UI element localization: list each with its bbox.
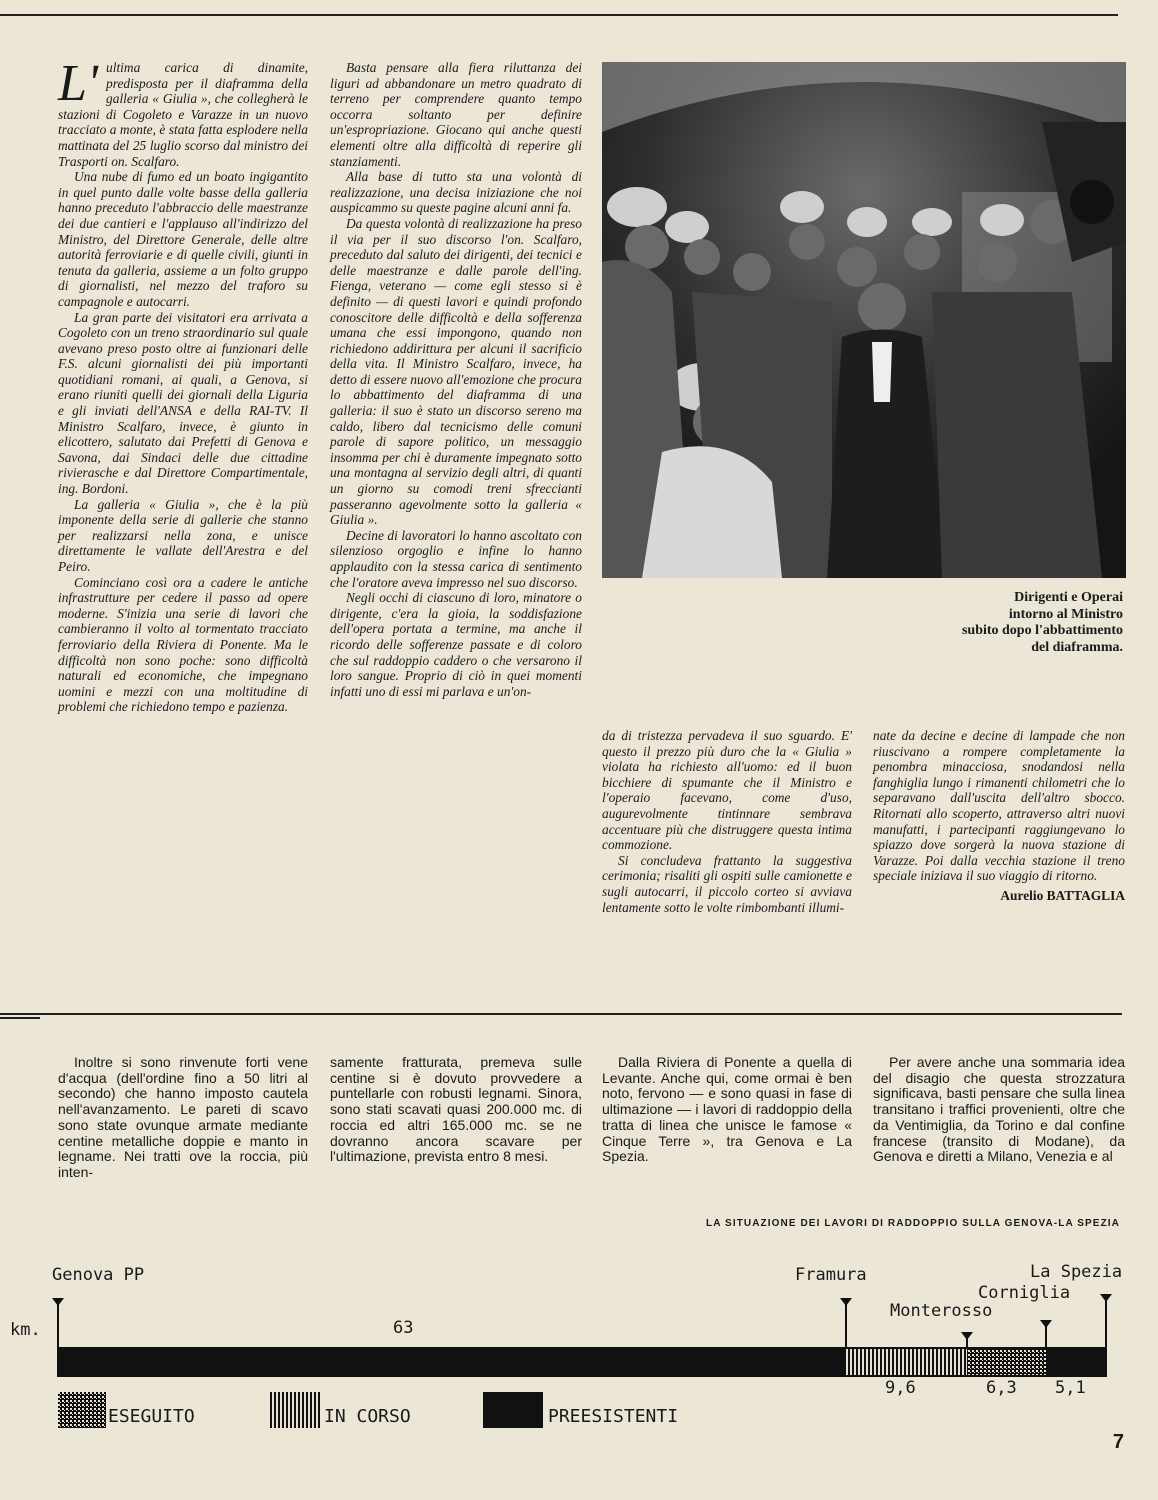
chart-title: LA SITUAZIONE DEI LAVORI DI RADDOPPIO SULLA GENOVA-LA SPEZIA: [706, 1218, 1120, 1229]
segment-label-6-3: 6,3: [986, 1378, 1017, 1398]
lower-paragraph: Dalla Riviera di Ponente a quella di Levante. Anche qui, come ormai è ben noto, fervono — e sono quasi in fase di ultimazione — i lavori di raddoppio della tratta di linea che unisce le famose « Cinque Terre », tra Genova e La Spezia.: [602, 1054, 852, 1165]
track-segment-preesistenti: [58, 1348, 846, 1376]
article-paragraph: nate da decine e decine di lampade che non riuscivano a rompere completamente la penombra minacciosa, snodandosi nella fanghiglia lungo i rimanenti chilometri che lo separavano dall'uscita dell'altro sbocco. Ritornati allo scoperto, attraverso altri nuovi manufatti, i partecipanti raggiungevano lo spiazzo dove sorgerà la nuova stazione di Varazze. Poi dalla vecchia stazione il treno speciale iniziava il suo viaggio di ritorno.: [873, 728, 1125, 884]
legend-in-corso-swatch: [270, 1392, 320, 1428]
caption-line: del diaframma.: [1031, 639, 1123, 655]
lower-column-2: [330, 1055, 582, 1165]
section-rule-short: [0, 1017, 40, 1019]
section-rule: [0, 1013, 1122, 1015]
article-paragraph: Alla base di tutto sta una volontà di realizzazione, una decisa iniziazione che noi auspicammo su queste pagine alcuni anni fa.: [330, 169, 582, 216]
article-paragraph: Decine di lavoratori lo hanno ascoltato con silenzioso orgoglio e infine lo hanno applaudito con la stessa carica di sentimento che l'oratore aveva impresso nel suo discorso.: [330, 527, 582, 590]
page-number: 7: [1112, 1431, 1124, 1453]
lower-paragraph: samente fratturata, premeva sulle centine si è dovuto provvedere a puntellarle con robusti legnami. Sinora, sono stati scavati quasi 200.000 mc. di roccia ed altri 165.000 mc. se ne dovranno ancora scavare per l'ultimazione, prevista entro 8 mesi.: [330, 1054, 582, 1165]
track-bar: [58, 1348, 1106, 1376]
article-paragraph: Negli occhi di ciascuno di loro, minatore o dirigente, c'era la gioia, la soddisfazione dell'opera portata a termine, ma anche il ricordo delle sofferenze passate e di coloro che sul raddoppio caddero o che versarono il loro sangue. Proprio di ciò in quei momenti infatti uno di essi mi parlava e un'on-: [330, 590, 582, 699]
lower-column-3: [602, 1055, 852, 1165]
track-segment-eseguito: [967, 1348, 1046, 1376]
article-paragraph: da di tristezza pervadeva il suo sguardo. E' questo il prezzo più duro che la « Giulia » violata ha richiesto all'uomo: ed il buon bicchiere di spumante che il Ministro e l'operaio facevano, come d'uso, augurevolmente tintinnare sembrava accentuare più che distruggere questa intima commozione.: [602, 728, 852, 853]
ceremony-photo: [602, 62, 1126, 578]
lower-column-4: [873, 1055, 1125, 1165]
segment-label-9-6: 9,6: [885, 1378, 916, 1398]
track-segment-in_corso: [846, 1348, 967, 1376]
legend-eseguito-swatch: [58, 1392, 106, 1428]
station-genova: Genova PP: [52, 1265, 145, 1285]
legend-in-corso-label: IN CORSO: [324, 1406, 411, 1427]
article-paragraph: L' ultima carica di dinamite, predisposta per il diaframma della galleria « Giulia », che collegherà le stazioni di Cogoleto e Varazze in un nuovo tracciato a monte, è stata fatta esplodere nella mattinata del 25 luglio scorso dal ministro dei Trasporti on. Scalfaro.: [58, 55, 308, 169]
caption-line: Dirigenti e Operai: [1014, 590, 1123, 605]
caption-line: intorno al Ministro: [1008, 606, 1123, 622]
article-paragraph: Si concludeva frattanto la suggestiva cerimonia; risaliti gli ospiti sulle camionette e sugli autocarri, il piccolo corteo si avviava lentamente sotto le volte rimbombanti illumi-: [602, 852, 852, 915]
article-paragraph: Basta pensare alla fiera riluttanza dei liguri ad abbandonare un metro quadrato di terreno per comprendere quanto tempo occorra soltanto per definire un'espropriazione. Giocano qui anche questi elementi oltre alla difficoltà di reperire gli stanziamenti.: [330, 60, 582, 169]
article-paragraph: Da questa volontà di realizzazione ha preso il via per il suo discorso l'on. Scalfaro, preceduto dal saluto dei dirigenti, dei tecnici e delle maestranze e dalle parole dell'ing. Fienga, veterano — come egli stesso si è definito — di questi lavori e quindi profondo conoscitore delle difficoltà e della sofferenza umana che essi impongono, quando non richiedono addirittura per alcuni il sacrificio della vita. Il Ministro Scalfaro, invece, ha detto di essere nuovo all'emozione che procura lo abbattimento del diaframma di una galleria: il suo è stato un discorso sereno ma caldo, libero dal tecnicismo delle comuni parole di sapore politico, un messaggio insomma per chi è duramente impegnato sotto una montagna al servizio degli altri, di quanti un giorno su comodi treni sfreccianti passeranno agevolmente sotto la galleria « Giulia ».: [330, 215, 582, 528]
segment-label-63: 63: [393, 1318, 414, 1338]
legend-preesistenti-label: PREESISTENTI: [548, 1406, 679, 1427]
article-paragraph: La galleria « Giulia », che è la più imponente della serie di gallerie che stanno per realizzarsi nella zona, e unisce direttamente le vallate dell'Arestra e del Peiro.: [58, 496, 308, 574]
photo-caption: [962, 590, 1123, 656]
article-column-2: [330, 60, 582, 699]
lower-paragraph: Inoltre si sono rinvenute forti vene d'acqua (dell'ordine fino a 50 litri al secondo) che hanno imposto cautela nell'avanzamento. Le pareti di scavo sono state ovunque armate mediante centine metalliche doppie e manto in legname. Nei tratti ove la roccia, più inten-: [58, 1054, 308, 1180]
station-corniglia: Corniglia: [978, 1283, 1071, 1303]
legend-eseguito-label: ESEGUITO: [108, 1406, 195, 1427]
lower-column-1: [58, 1055, 308, 1181]
article-column-3: [602, 728, 852, 915]
article-column-4: [873, 728, 1125, 904]
article-column-1: [58, 55, 308, 715]
top-rule: [0, 14, 1118, 16]
track-segment-preesistenti: [1046, 1348, 1106, 1376]
station-markers: [52, 1294, 1112, 1348]
article-paragraph: Cominciano così ora a cadere le antiche infrastrutture per cedere il passo ad opere moderne. S'inizia una serie di lavori che cambieranno il volto al tormentato tracciato ferroviario della Riviera di Ponente. Ma le difficoltà non sono poche: sono difficoltà naturali ed economiche, che impegnano uomini e mezzi con una moltitudine di problemi che richiedono tempo e pazienza.: [58, 574, 308, 715]
article-paragraph: La gran parte dei visitatori era arrivata a Cogoleto con un treno straordinario sul quale avevano preso posto oltre ai funzionari delle F.S. alcuni giornalisti dei più importanti quotidiani romani, ai quali, a Genova, si erano riuniti quelli dei giornali della Liguria e gli inviati dell'ANSA e della RAI-TV. Il Ministro Scalfaro, invece, è giunto in elicottero, salutato dai Prefetti di Genova e Savona, dai Sindaci delle due cittadine rivierasche e dal Direttore Compartimentale, ing. Bordoni.: [58, 309, 308, 497]
station-la-spezia: La Spezia: [1030, 1262, 1123, 1282]
segment-label-5-1: 5,1: [1055, 1378, 1086, 1398]
station-framura: Framura: [795, 1265, 867, 1285]
station-monterosso: Monterosso: [890, 1301, 993, 1321]
unit-label: km.: [10, 1320, 41, 1340]
drop-cap: L': [58, 55, 99, 112]
legend-preesistenti-swatch: [483, 1392, 543, 1428]
lower-paragraph: Per avere anche una sommaria idea del disagio che questa strozzatura significava, basti pensare che sulla linea transitano i traffici provenienti, oltre che da Ventimiglia, da Torino e dal confine francese (transito di Modane), da Genova e diretti a Milano, Venezia e al: [873, 1054, 1125, 1165]
article-paragraph: Una nube di fumo ed un boato ingigantito in quel punto dalle volte basse della galleria hanno preceduto l'abbraccio delle maestranze dei due cantieri e l'applauso all'indirizzo del Ministro, del Direttore Generale, delle altre autorità ferroviarie e di quelle civili, giunti in tenuta da galleria, assieme a un folto gruppo di giornalisti, nel mezzo del traforo su campagnole e autocarri.: [58, 169, 308, 309]
caption-line: subito dopo l'abbattimento: [961, 623, 1123, 638]
track-chart: [0, 1290, 1158, 1400]
author-signature: Aurelio BATTAGLIA: [1000, 887, 1125, 903]
